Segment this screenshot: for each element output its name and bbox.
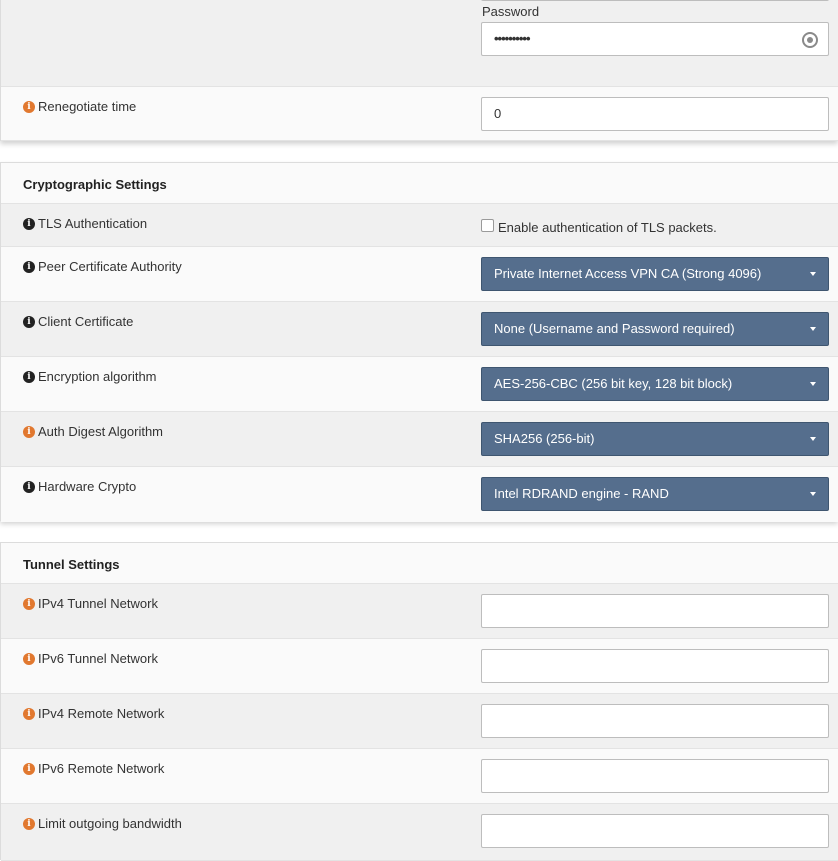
chevron-down-icon [810,492,816,496]
crypto-title-row [1,163,838,204]
password-row [1,0,838,87]
auth-panel [0,0,838,141]
info-icon[interactable]: i [23,218,35,230]
encryption-label [23,369,157,384]
ipv6-tunnel-label [23,651,158,666]
info-icon[interactable]: i [23,653,35,665]
renegotiate-row [1,87,838,141]
chevron-down-icon [810,382,816,386]
ipv4-tunnel-label [23,596,158,611]
bandwidth-row [1,804,838,861]
ipv4-tunnel-label-text: IPv4 Tunnel Network [38,596,158,611]
tls-label-text: TLS Authentication [38,216,148,231]
crypto-panel [0,162,838,521]
hw-crypto-select[interactable] [481,477,829,511]
tls-checkbox[interactable] [481,219,494,232]
password-reveal-icon[interactable] [802,32,818,48]
peer-ca-label [23,259,182,274]
chevron-down-icon [810,272,816,276]
peer-ca-select[interactable] [481,257,829,291]
ipv6-tunnel-input[interactable] [481,649,829,683]
ipv4-tunnel-input[interactable] [481,594,829,628]
info-icon[interactable]: i [23,101,35,113]
info-icon[interactable]: i [23,598,35,610]
peer-ca-row [1,247,838,302]
info-icon[interactable]: i [23,261,35,273]
digest-row [1,412,838,467]
tls-label [23,216,147,231]
chevron-down-icon [810,437,816,441]
client-cert-label [23,314,133,329]
hw-crypto-label [23,479,136,494]
tunnel-title-row [1,543,838,584]
bandwidth-label-text: Limit outgoing bandwidth [38,816,182,831]
password-value: •••••••••• [494,31,530,46]
digest-label-text: Auth Digest Algorithm [38,424,164,439]
digest-value: SHA256 (256-bit) [494,431,595,446]
digest-select[interactable] [481,422,829,456]
info-icon[interactable]: i [23,371,35,383]
password-label: Password [482,4,540,19]
info-icon[interactable]: i [23,818,35,830]
client-cert-value: None (Username and Password required) [494,321,735,336]
peer-ca-label-text: Peer Certificate Authority [38,259,182,274]
renegotiate-input[interactable] [481,97,829,131]
tls-checkbox-label[interactable]: Enable authentication of TLS packets. [498,220,717,235]
info-icon[interactable]: i [23,316,35,328]
encryption-value: AES-256-CBC (256 bit key, 128 bit block) [494,376,733,391]
password-input[interactable] [481,22,829,56]
info-icon[interactable]: i [23,426,35,438]
ipv6-remote-label [23,761,164,776]
encryption-label-text: Encryption algorithm [38,369,157,384]
client-cert-label-text: Client Certificate [38,314,134,329]
ipv6-tunnel-row [1,639,838,694]
hw-crypto-row [1,467,838,522]
ipv4-remote-label-text: IPv4 Remote Network [38,706,165,721]
ipv6-remote-row [1,749,838,804]
ipv6-remote-input[interactable] [481,759,829,793]
client-cert-row [1,302,838,357]
info-icon[interactable]: i [23,708,35,720]
tunnel-section-title: Tunnel Settings [23,557,120,572]
encryption-row [1,357,838,412]
crypto-section-title: Cryptographic Settings [23,177,167,192]
client-cert-select[interactable] [481,312,829,346]
ipv4-remote-input[interactable] [481,704,829,738]
bandwidth-input[interactable] [481,814,829,848]
hw-crypto-label-text: Hardware Crypto [38,479,137,494]
renegotiate-label [23,99,136,114]
encryption-select[interactable] [481,367,829,401]
digest-label [23,424,163,439]
tunnel-panel [0,542,838,860]
info-icon[interactable]: i [23,763,35,775]
tls-row [1,204,838,247]
ipv4-tunnel-row [1,584,838,639]
peer-ca-value: Private Internet Access VPN CA (Strong 4096) [494,266,762,281]
renegotiate-value: 0 [494,106,502,121]
ipv6-tunnel-label-text: IPv6 Tunnel Network [38,651,158,666]
ipv4-remote-row [1,694,838,749]
renegotiate-label-text: Renegotiate time [38,99,137,114]
bandwidth-label [23,816,182,831]
hw-crypto-value: Intel RDRAND engine - RAND [494,486,669,501]
ipv4-remote-label [23,706,164,721]
username-input-edge[interactable] [481,0,829,1]
chevron-down-icon [810,327,816,331]
info-icon[interactable]: i [23,481,35,493]
ipv6-remote-label-text: IPv6 Remote Network [38,761,165,776]
